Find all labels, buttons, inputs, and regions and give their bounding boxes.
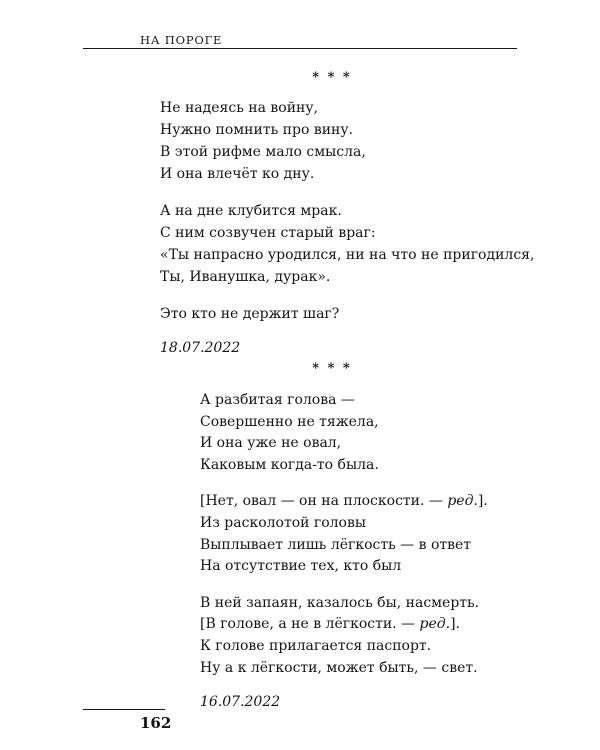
poem-line: Ты, Иванушка, дурак». xyxy=(160,269,331,285)
poem-line: Из расколотой головы xyxy=(200,514,367,531)
poem-line: В этой рифме мало смысла, xyxy=(160,144,366,160)
poem-date: 18.07.2022 xyxy=(160,340,241,356)
poem-line: [Нет, овал — он на плоскости. — ред.]. xyxy=(200,493,488,510)
stanza xyxy=(200,491,488,577)
poem-2 xyxy=(200,390,488,713)
stanza xyxy=(200,390,488,476)
stanza xyxy=(200,593,488,679)
poem-line: «Ты напрасно уродился, ни на что не пригодился, xyxy=(160,247,535,263)
header-rule xyxy=(83,48,517,49)
poem-line: В ней запаян, казалось бы, насмерть. xyxy=(200,594,480,611)
poem-line: И она уже не овал, xyxy=(200,435,342,452)
poem-line: [В голове, а не в лёгкости. — ред.]. xyxy=(200,616,461,633)
poem-line: Выплывает лишь лёгкость — в ответ xyxy=(200,536,472,553)
stanza-gap xyxy=(200,476,488,491)
stanza-gap xyxy=(160,185,534,200)
page-number: 162 xyxy=(140,714,172,732)
poem-line: А на дне клубится мрак. xyxy=(160,203,342,219)
poem-1 xyxy=(160,97,534,359)
poem-line: На отсутствие тех, кто был xyxy=(200,558,402,575)
stanza-gap xyxy=(160,288,534,303)
stanza xyxy=(160,303,534,325)
running-header-title: НА ПОРОГЕ xyxy=(140,33,223,47)
poem-line: Ну а к лёгкости, может быть, — свет. xyxy=(200,659,478,676)
poem-date: 16.07.2022 xyxy=(200,694,281,711)
poem-line: К голове прилагается паспорт. xyxy=(200,637,432,654)
poem-separator: * * * xyxy=(312,70,352,85)
poem-line: Совершенно не тяжела, xyxy=(200,413,379,430)
footer-rule xyxy=(83,709,165,710)
poem-line: И она влечёт ко дну. xyxy=(160,166,315,182)
poem-line: Каковым когда-то была. xyxy=(200,456,379,473)
poem-separator: * * * xyxy=(312,361,352,376)
poem-line: Не надеясь на войну, xyxy=(160,100,319,116)
stanza xyxy=(160,97,534,185)
poem-line: С ним созвучен старый враг: xyxy=(160,225,376,241)
poem-line: Нужно помнить про вину. xyxy=(160,122,354,138)
stanza-gap xyxy=(200,578,488,593)
stanza xyxy=(160,200,534,288)
poem-line: А разбитая голова — xyxy=(200,392,355,408)
poem-line: Это кто не держит шаг? xyxy=(160,306,340,322)
